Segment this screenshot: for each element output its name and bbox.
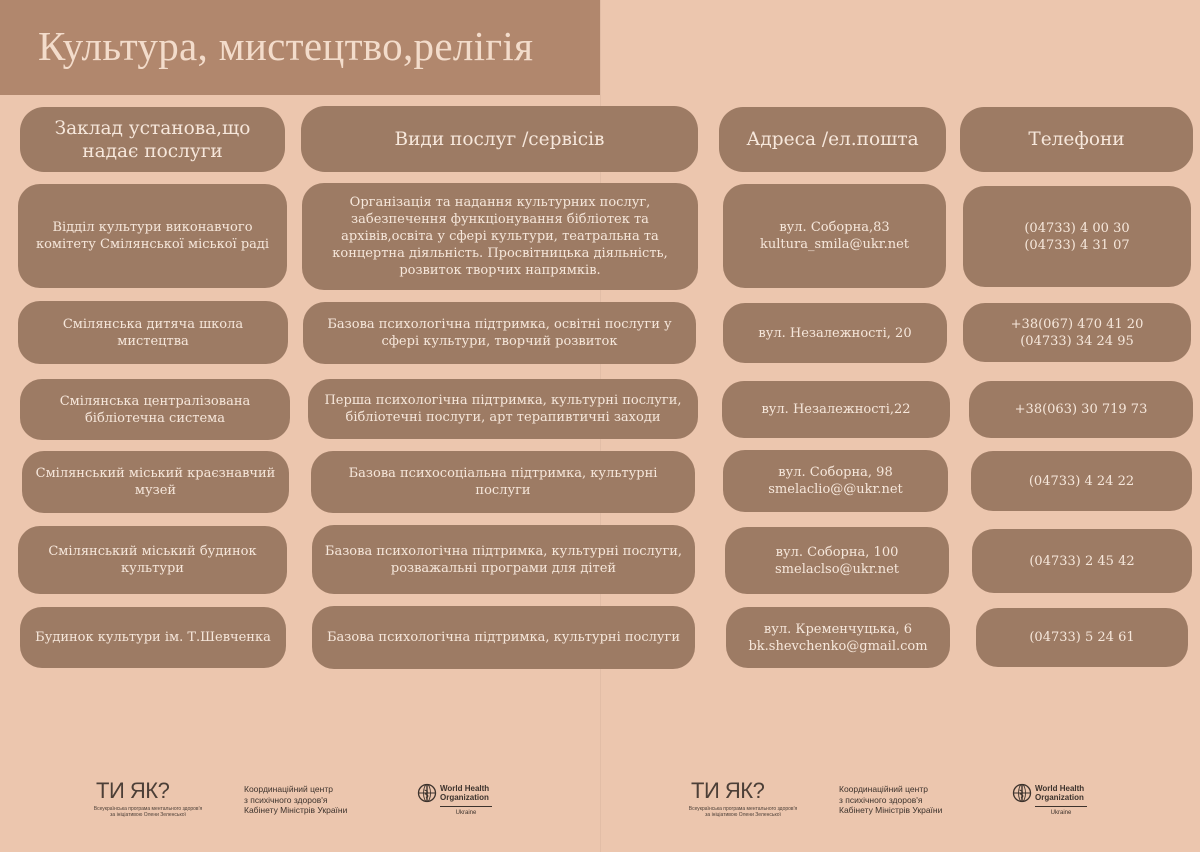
services-text: Базова психологічна підтримка, освітні послуги у сфері культури, творчий розвиток xyxy=(327,317,672,349)
header-phones xyxy=(960,107,1193,172)
who-name: World Health Organization xyxy=(1035,784,1085,802)
services-text: Перша психологічна підтримка, культурні послуги, бібліотечні послуги, арт терапивтичні заходи xyxy=(324,393,682,425)
phones-text: (04733) 5 24 61 xyxy=(1029,630,1135,645)
header-address xyxy=(719,107,946,172)
header-services-label: Види послуг /сервісів xyxy=(394,128,605,150)
institution-text: Смілянська дитяча школа мистецтва xyxy=(62,316,244,349)
header-phones-label: Телефони xyxy=(1028,129,1125,150)
who-logo xyxy=(416,782,506,822)
who-divider xyxy=(1035,806,1087,807)
row-3-phones xyxy=(969,381,1193,438)
services-text: Базова психосоціальна підтримка, культурні послуги xyxy=(348,466,658,498)
row-6-services xyxy=(312,606,695,669)
row-3-address xyxy=(722,381,950,438)
row-4-institution xyxy=(22,451,289,513)
row-5-phones xyxy=(972,529,1192,593)
coordination-center-label: Координаційний центр з психічного здоров'я Кабінету Міністрів України xyxy=(839,784,943,815)
phones-text: +38(063) 30 719 73 xyxy=(1014,402,1148,417)
row-4-services xyxy=(311,451,695,513)
row-3-institution xyxy=(20,379,290,440)
address-text: вул. Соборна, 98 smelaclio@@ukr.net xyxy=(768,465,903,497)
row-2-institution xyxy=(18,301,288,364)
ti-yak-logo-subtitle: Всеукраїнська програма ментального здоров'я за ініціативою Олени Зеленської xyxy=(688,806,798,818)
who-logo xyxy=(1011,782,1101,822)
who-name: World Health Organization xyxy=(440,784,490,802)
page-title: Культура, мистецтво,релігія xyxy=(38,23,534,69)
ti-yak-logo-mark: ТИ ЯК? xyxy=(691,778,765,803)
ti-yak-logo-subtitle: Всеукраїнська програма ментального здоров'я за ініціативою Олени Зеленської xyxy=(93,806,203,818)
address-text: вул. Соборна, 100 smelaclso@ukr.net xyxy=(775,544,899,577)
phones-text: +38(067) 470 41 20 (04733) 34 24 95 xyxy=(1010,316,1144,349)
phones-text: (04733) 4 00 30 (04733) 4 31 07 xyxy=(1024,220,1130,253)
row-6-phones xyxy=(976,608,1188,667)
address-text: вул. Кременчуцька, 6 bk.shevchenko@gmail.com xyxy=(748,621,928,654)
address-text: вул. Соборна,83 kultura_smila@ukr.net xyxy=(760,220,909,252)
header-services xyxy=(301,106,698,172)
title-band xyxy=(0,0,600,95)
phones-text: (04733) 2 45 42 xyxy=(1029,553,1135,569)
row-1-phones xyxy=(963,186,1191,287)
address-text: вул. Незалежності,22 xyxy=(761,402,911,417)
institution-text: Смілянська централізована бібліотечна система xyxy=(59,393,251,426)
institution-text: Будинок культури ім. Т.Шевченка xyxy=(35,630,271,645)
row-5-address xyxy=(725,527,949,594)
who-country: Ukraine xyxy=(455,810,477,816)
row-6-institution xyxy=(20,607,286,668)
row-5-services xyxy=(312,525,695,594)
institution-text: Смілянський міський будинок культури xyxy=(48,544,257,576)
services-text: Організація та надання культурних послуг, забезпечення функціонування бібліотек та архівів,освіта у сфері культури, театральна та концертна діяльність. Просвітницька діяльність, розвиток творчих напрямків. xyxy=(332,195,668,278)
row-4-address xyxy=(723,450,948,512)
footer-left xyxy=(88,776,528,826)
ti-yak-logo xyxy=(88,776,208,821)
row-2-address xyxy=(723,303,947,363)
row-5-institution xyxy=(18,526,287,594)
footer-right xyxy=(683,776,1123,826)
who-divider xyxy=(440,806,492,807)
row-1-institution xyxy=(18,184,287,288)
ti-yak-logo-mark: ТИ ЯК? xyxy=(96,778,170,803)
row-3-services xyxy=(308,379,698,439)
institution-text: Смілянський міський краєзнавчий музей xyxy=(35,466,276,498)
services-text: Базова психологічна підтримка, культурні послуги, розважальні програми для дітей xyxy=(324,543,683,576)
header-address-label: Адреса /ел.пошта xyxy=(746,129,919,150)
coordination-center-label: Координаційний центр з психічного здоров'я Кабінету Міністрів України xyxy=(244,784,348,815)
who-country: Ukraine xyxy=(1050,810,1072,816)
row-2-phones xyxy=(963,303,1191,362)
services-text: Базова психологічна підтримка, культурні послуги xyxy=(326,630,681,645)
phones-text: (04733) 4 24 22 xyxy=(1028,473,1135,489)
address-text: вул. Незалежності, 20 xyxy=(758,325,912,341)
row-1-address xyxy=(723,184,946,288)
who-globe-icon xyxy=(416,782,438,804)
who-globe-icon xyxy=(1011,782,1033,804)
row-6-address xyxy=(726,607,950,668)
row-2-services xyxy=(303,302,696,364)
header-institution xyxy=(20,107,285,172)
row-4-phones xyxy=(971,451,1192,511)
ti-yak-logo xyxy=(683,776,803,821)
header-institution-label: Заклад установа,що надає послуги xyxy=(54,117,251,162)
institution-text: Відділ культури виконавчого комітету Смілянської міської раді xyxy=(35,220,270,252)
row-1-services xyxy=(302,183,698,290)
